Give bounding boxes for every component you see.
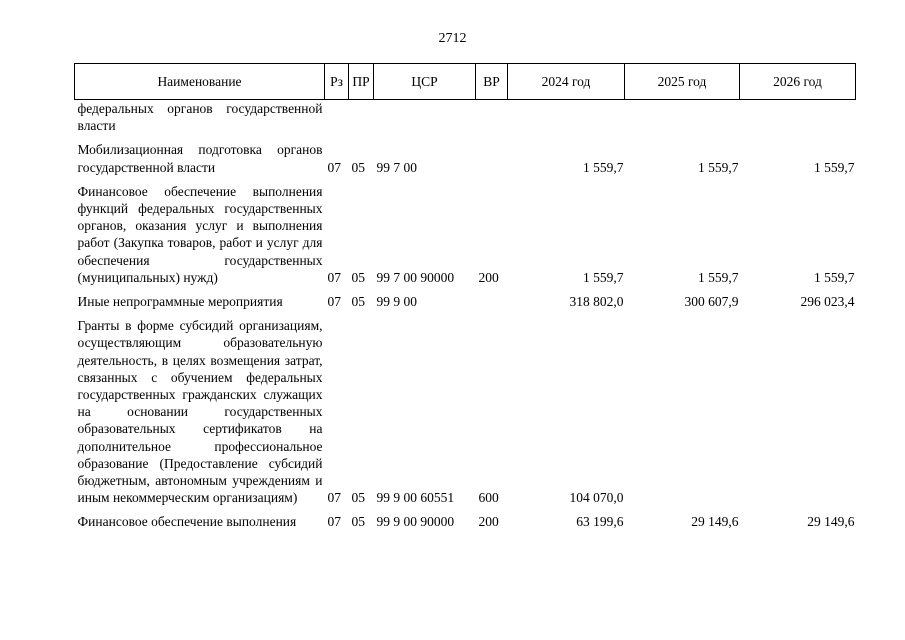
row-vr: 200 bbox=[478, 269, 499, 285]
row-2025 bbox=[625, 100, 740, 142]
table-row bbox=[75, 141, 856, 182]
row-2025: 29 149,6 bbox=[691, 514, 739, 530]
row-2025: 1 559,7 bbox=[698, 269, 739, 285]
row-name: Финансовое обеспечение выполнения bbox=[77, 514, 297, 530]
budget-table bbox=[74, 63, 856, 531]
row-name: Финансовое обеспечение выполнения функций федеральных государственных органов, оказания услуг и выполнения работ (Закупка товаров, работ и услуг для обеспечения государственных (муниципальных) нужд) bbox=[77, 183, 323, 285]
row-2024: 318 802,0 bbox=[569, 294, 624, 310]
row-vr bbox=[476, 100, 508, 142]
table-row bbox=[75, 513, 856, 530]
row-2026: 1 559,7 bbox=[814, 269, 855, 285]
row-pr: 05 bbox=[351, 269, 365, 285]
row-vr bbox=[476, 141, 508, 182]
row-pr: 05 bbox=[351, 514, 365, 530]
row-vr bbox=[476, 293, 508, 317]
row-2024: 1 559,7 bbox=[583, 269, 624, 285]
table-row bbox=[75, 293, 856, 317]
row-2026: 1 559,7 bbox=[814, 159, 855, 175]
row-csr: 99 7 00 bbox=[376, 159, 417, 175]
row-name: федеральных органов государственной власти bbox=[77, 101, 323, 134]
header-2026: 2026 год bbox=[740, 64, 856, 100]
row-rz: 07 bbox=[327, 159, 341, 175]
row-rz bbox=[325, 100, 349, 142]
row-pr: 05 bbox=[351, 294, 365, 310]
header-csr: ЦСР bbox=[374, 64, 476, 100]
row-csr: 99 9 00 90000 bbox=[376, 514, 455, 530]
row-2026 bbox=[740, 100, 856, 142]
row-2024 bbox=[508, 100, 625, 142]
row-csr: 99 7 00 90000 bbox=[376, 269, 455, 285]
table-row bbox=[75, 317, 856, 513]
header-name: Наименование bbox=[75, 64, 325, 100]
row-vr: 200 bbox=[478, 514, 499, 530]
row-2026 bbox=[740, 317, 856, 513]
row-pr: 05 bbox=[351, 490, 365, 506]
row-rz: 07 bbox=[327, 294, 341, 310]
row-2025 bbox=[625, 317, 740, 513]
table-row bbox=[75, 183, 856, 293]
row-rz: 07 bbox=[327, 490, 341, 506]
row-2024: 104 070,0 bbox=[569, 490, 624, 506]
row-csr: 99 9 00 bbox=[376, 294, 417, 310]
row-name: Гранты в форме субсидий организациям, осуществляющим образовательную деятельность, в целях возмещения затрат, связанных с обучением федеральных государственных гражданских служащих на основании государственных образовательных сертификатов на дополнительное профессиональное образование (Предоставление субсидий бюджетным, автономным учреждениям и иным некоммерческим организациям) bbox=[77, 318, 323, 506]
row-2025: 1 559,7 bbox=[698, 159, 739, 175]
row-vr: 600 bbox=[478, 490, 499, 506]
row-rz: 07 bbox=[327, 269, 341, 285]
row-pr: 05 bbox=[351, 159, 365, 175]
table-header bbox=[75, 64, 856, 100]
row-2026: 29 149,6 bbox=[807, 514, 855, 530]
header-rz: Рз bbox=[325, 64, 349, 100]
row-name: Иные непрограммные мероприятия bbox=[77, 294, 283, 310]
row-name: Мобилизационная подготовка органов государственной власти bbox=[77, 142, 323, 175]
row-2026: 296 023,4 bbox=[800, 294, 855, 310]
row-csr bbox=[374, 100, 476, 142]
row-rz: 07 bbox=[327, 514, 341, 530]
header-pr: ПР bbox=[349, 64, 374, 100]
row-2025: 300 607,9 bbox=[684, 294, 739, 310]
header-2025: 2025 год bbox=[625, 64, 740, 100]
row-pr bbox=[349, 100, 374, 142]
page-number: 2712 bbox=[438, 31, 467, 46]
row-2024: 1 559,7 bbox=[583, 159, 624, 175]
header-vr: ВР bbox=[476, 64, 508, 100]
table-row bbox=[75, 100, 856, 142]
row-2024: 63 199,6 bbox=[576, 514, 624, 530]
row-csr: 99 9 00 60551 bbox=[376, 490, 455, 506]
header-2024: 2024 год bbox=[508, 64, 625, 100]
